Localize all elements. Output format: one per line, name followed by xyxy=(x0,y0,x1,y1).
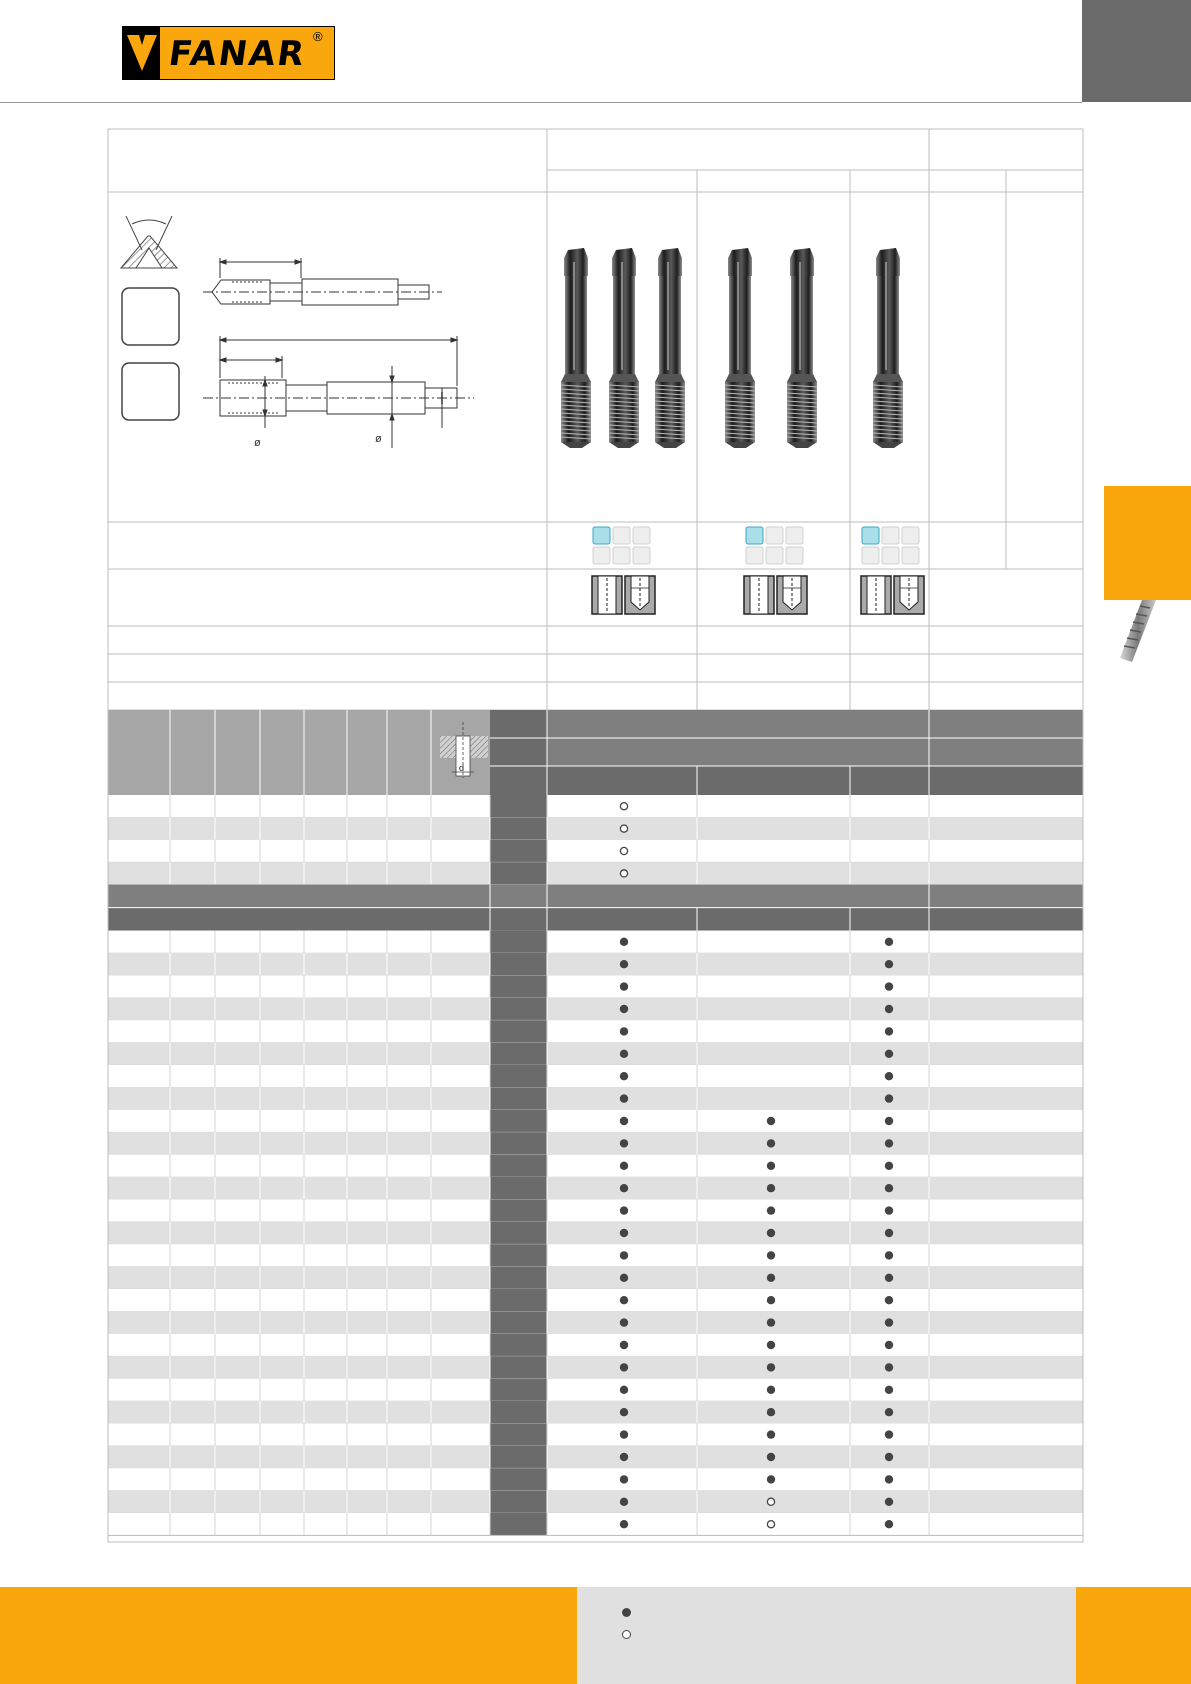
material-matrix-cell xyxy=(613,547,630,564)
footer-legend xyxy=(577,1587,1076,1684)
availability-full-dot xyxy=(767,1162,775,1170)
through-hole-icon xyxy=(592,576,622,614)
table-row xyxy=(108,975,1083,997)
availability-full-dot xyxy=(885,1139,893,1147)
table-row xyxy=(108,1356,1083,1378)
blind-hole-icon xyxy=(625,576,655,614)
availability-full-dot xyxy=(885,1184,893,1192)
availability-full-dot xyxy=(620,1408,628,1416)
availability-full-dot xyxy=(885,1117,893,1125)
legend-open-dot-icon xyxy=(622,1630,631,1639)
table-row xyxy=(108,1155,1083,1177)
table-row xyxy=(108,1020,1083,1042)
availability-full-dot xyxy=(885,1229,893,1237)
table-row xyxy=(108,1491,1083,1513)
availability-full-dot xyxy=(885,1206,893,1214)
availability-full-dot xyxy=(767,1184,775,1192)
material-matrix-cell xyxy=(902,547,919,564)
availability-full-dot xyxy=(885,1050,893,1058)
availability-full-dot xyxy=(767,1408,775,1416)
table-row xyxy=(108,1110,1083,1132)
table-row xyxy=(108,931,1083,953)
table-row xyxy=(108,953,1083,975)
availability-full-dot xyxy=(767,1318,775,1326)
availability-full-dot xyxy=(885,1296,893,1304)
availability-full-dot xyxy=(885,1072,893,1080)
material-matrix-cell xyxy=(766,547,783,564)
availability-full-dot xyxy=(885,1475,893,1483)
availability-full-dot xyxy=(620,1005,628,1013)
table-row xyxy=(108,1199,1083,1221)
material-matrix-cell xyxy=(633,527,650,544)
table-row xyxy=(108,817,1083,839)
availability-full-dot xyxy=(885,1386,893,1394)
availability-full-dot xyxy=(620,1296,628,1304)
availability-full-dot xyxy=(767,1296,775,1304)
svg-text:d: d xyxy=(459,763,465,773)
material-matrix-cell xyxy=(613,527,630,544)
tap-photo xyxy=(655,248,685,448)
table-row xyxy=(108,1334,1083,1356)
material-matrix-cell xyxy=(766,527,783,544)
table-row xyxy=(108,1468,1083,1490)
availability-full-dot xyxy=(620,938,628,946)
availability-full-dot xyxy=(885,938,893,946)
availability-open-dot xyxy=(620,847,627,854)
availability-full-dot xyxy=(767,1341,775,1349)
availability-full-dot xyxy=(620,960,628,968)
blind-hole-icon xyxy=(894,576,924,614)
table-row xyxy=(108,840,1083,862)
tap-photo xyxy=(873,248,903,448)
availability-full-dot xyxy=(885,1027,893,1035)
footer-left-band xyxy=(0,1587,577,1684)
availability-full-dot xyxy=(767,1251,775,1259)
diameter-symbol-1: ø xyxy=(254,437,261,449)
through-hole-icon xyxy=(861,576,891,614)
availability-open-dot xyxy=(767,1498,774,1505)
availability-full-dot xyxy=(767,1139,775,1147)
table-row xyxy=(108,1513,1083,1535)
availability-full-dot xyxy=(767,1117,775,1125)
availability-full-dot xyxy=(620,1274,628,1282)
tap-photo xyxy=(725,248,755,448)
availability-full-dot xyxy=(885,1341,893,1349)
availability-full-dot xyxy=(885,1318,893,1326)
table-row xyxy=(108,1244,1083,1266)
availability-open-dot xyxy=(767,1521,774,1528)
availability-full-dot xyxy=(620,1520,628,1528)
availability-full-dot xyxy=(620,1363,628,1371)
availability-full-dot xyxy=(620,1117,628,1125)
tap-drawing-small xyxy=(203,258,442,305)
spec-symbol-box-2 xyxy=(122,363,179,420)
availability-full-dot xyxy=(767,1206,775,1214)
material-matrix-icons xyxy=(593,527,919,564)
availability-full-dot xyxy=(620,1094,628,1102)
availability-full-dot xyxy=(885,1094,893,1102)
availability-full-dot xyxy=(767,1453,775,1461)
availability-full-dot xyxy=(620,1072,628,1080)
diameter-symbol-2: ø xyxy=(375,433,382,445)
material-matrix-cell xyxy=(786,547,803,564)
availability-full-dot xyxy=(885,982,893,990)
table-row xyxy=(108,795,1083,817)
availability-full-dot xyxy=(620,1162,628,1170)
table-row xyxy=(108,1446,1083,1468)
availability-open-dot xyxy=(620,825,627,832)
availability-full-dot xyxy=(885,1162,893,1170)
brand-name: FANAR xyxy=(166,34,309,74)
tap-photo xyxy=(609,248,639,448)
availability-full-dot xyxy=(620,1027,628,1035)
registered-mark: ® xyxy=(313,29,323,44)
availability-open-dot xyxy=(620,803,627,810)
availability-full-dot xyxy=(885,1453,893,1461)
table-row xyxy=(108,1401,1083,1423)
availability-full-dot xyxy=(620,982,628,990)
availability-full-dot xyxy=(885,1498,893,1506)
material-matrix-cell xyxy=(902,527,919,544)
material-matrix-cell xyxy=(882,547,899,564)
material-matrix-cell xyxy=(746,547,763,564)
thread-profile-icon xyxy=(121,216,177,268)
material-matrix-cell xyxy=(862,547,879,564)
availability-full-dot xyxy=(885,1408,893,1416)
availability-full-dot xyxy=(767,1229,775,1237)
material-matrix-cell xyxy=(593,547,610,564)
table-row xyxy=(108,1087,1083,1109)
availability-full-dot xyxy=(620,1318,628,1326)
availability-full-dot xyxy=(885,1274,893,1282)
table-row xyxy=(108,1289,1083,1311)
hole-type-icons xyxy=(592,576,924,614)
availability-full-dot xyxy=(620,1341,628,1349)
table-row xyxy=(108,1267,1083,1289)
table-row xyxy=(108,1423,1083,1445)
material-matrix-cell xyxy=(633,547,650,564)
availability-full-dot xyxy=(885,1005,893,1013)
availability-full-dot xyxy=(620,1139,628,1147)
material-matrix-cell xyxy=(786,527,803,544)
material-matrix-cell xyxy=(593,527,610,544)
table-row xyxy=(108,998,1083,1020)
availability-full-dot xyxy=(767,1386,775,1394)
availability-full-dot xyxy=(885,1520,893,1528)
table-row xyxy=(108,1222,1083,1244)
table-row xyxy=(108,1311,1083,1333)
tap-photo xyxy=(787,248,817,448)
availability-full-dot xyxy=(620,1453,628,1461)
table-row xyxy=(108,1379,1083,1401)
material-matrix-cell xyxy=(882,527,899,544)
product-photos xyxy=(561,248,903,448)
blind-hole-icon xyxy=(777,576,807,614)
availability-full-dot xyxy=(620,1184,628,1192)
availability-full-dot xyxy=(620,1498,628,1506)
availability-full-dot xyxy=(620,1386,628,1394)
availability-open-dot xyxy=(620,870,627,877)
availability-full-dot xyxy=(885,1363,893,1371)
material-matrix-cell xyxy=(862,527,879,544)
table-row xyxy=(108,1132,1083,1154)
tap-drawing-large xyxy=(203,336,474,448)
table-row xyxy=(108,1065,1083,1087)
availability-full-dot xyxy=(767,1363,775,1371)
tap-photo xyxy=(561,248,591,448)
availability-full-dot xyxy=(885,960,893,968)
subsection-header xyxy=(108,885,1083,931)
availability-full-dot xyxy=(767,1430,775,1438)
footer-right-band xyxy=(1076,1587,1191,1684)
dimension-table-header xyxy=(108,710,1083,795)
availability-full-dot xyxy=(620,1251,628,1259)
availability-full-dot xyxy=(620,1475,628,1483)
table-row xyxy=(108,862,1083,884)
table-row xyxy=(108,1177,1083,1199)
through-hole-icon xyxy=(744,576,774,614)
availability-full-dot xyxy=(620,1206,628,1214)
availability-full-dot xyxy=(767,1475,775,1483)
availability-full-dot xyxy=(620,1050,628,1058)
legend-full-dot-icon xyxy=(622,1608,631,1617)
table-row xyxy=(108,1043,1083,1065)
availability-full-dot xyxy=(620,1430,628,1438)
availability-full-dot xyxy=(620,1229,628,1237)
availability-full-dot xyxy=(767,1274,775,1282)
availability-full-dot xyxy=(885,1251,893,1259)
material-matrix-cell xyxy=(746,527,763,544)
availability-full-dot xyxy=(885,1430,893,1438)
spec-symbol-box-1 xyxy=(122,288,179,345)
